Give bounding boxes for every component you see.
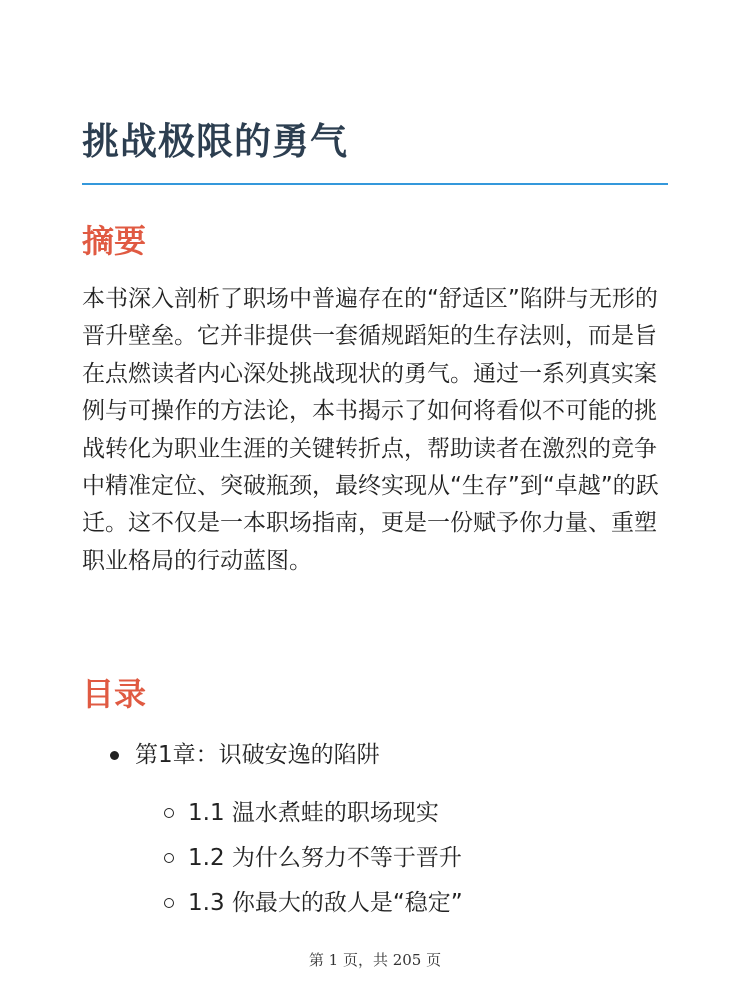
toc-section-1-2 [164,840,462,876]
toc-section-1-3 [164,885,463,921]
abstract-body: 本书深入剖析了职场中普遍存在的“舒适区”陷阱与无形的晋升壁垒。它并非提供一套循规蹈矩的生存法则，而是旨在点燃读者内心深处挑战现状的勇气。通过一系列真实案例与可操作的方法论，本书揭示了如何将看似不可能的挑战转化为职业生涯的关键转折点，帮助读者在激烈的竞争中精准定位、突破瓶颈，最终实现从“生存”到“卓越”的跃迁。这不仅是一本职场指南，更是一份赋予你力量、重塑职业格局的行动蓝图。 [82,286,659,574]
bullet-disc-icon [110,751,119,760]
toc-section-label: 1.2 为什么努力不等于晋升 [188,845,462,871]
toc-section-1-1 [164,795,439,831]
toc-chapter-1 [110,737,380,773]
bullet-circle-icon [164,853,174,863]
toc-chapter-label: 第1章：识破安逸的陷阱 [135,742,380,768]
bullet-circle-icon [164,808,174,818]
bullet-circle-icon [164,898,174,908]
toc-section-label: 1.1 温水煮蛙的职场现实 [188,800,439,826]
toc-section-label: 1.3 你最大的敌人是“稳定” [188,890,463,916]
abstract-heading: 摘要 [82,222,147,260]
book-title: 挑战极限的勇气 [82,120,348,163]
page-number-footer: 第 1 页，共 205 页 [308,951,442,969]
toc-heading: 目录 [82,675,147,713]
title-divider [82,183,668,185]
